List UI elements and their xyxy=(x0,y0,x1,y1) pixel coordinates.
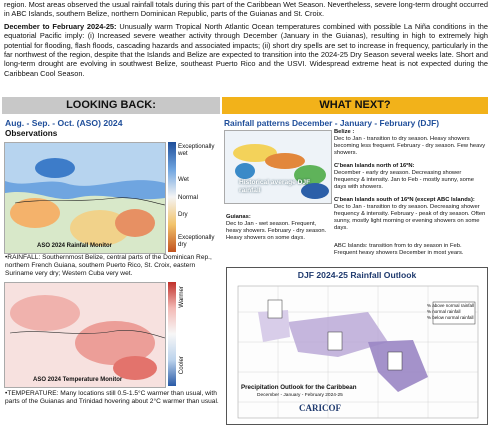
intro-text xyxy=(4,0,488,78)
outlook-period: December - January - February 2024-25 xyxy=(257,393,343,398)
north-islands-text: December - early dry season. Decreasing shower frequency & intensity. Jan to Feb - mostly sunny, some days with showers. xyxy=(334,169,474,190)
what-next-header: WHAT NEXT? xyxy=(222,97,488,114)
outlook-legend-normal: % normal rainfall xyxy=(427,309,461,314)
temperature-map-caption: ASO 2024 Temperature Monitor xyxy=(33,376,123,383)
outlook-legend xyxy=(427,303,474,321)
legend-exceptionally-wet: Exceptionally wet xyxy=(178,143,215,157)
legend-cooler: Cooler xyxy=(178,356,185,375)
temperature-map-graphic xyxy=(5,283,165,387)
legend-warmer: Warmer xyxy=(178,286,185,308)
rainfall-bullet: •RAINFALL: Southernmost Belize, central parts of the Dominican Rep., northern French Guiana, southern Puerto Rico, St. Croix, eastern Suriname very dry; Western Cuba very wet. xyxy=(5,254,212,277)
looking-back-panel xyxy=(2,116,220,423)
guianas-text: Dec to Jan - wet season. Frequent, heavy showers. February - dry season. Heavy showers on some days. xyxy=(226,220,327,241)
south-islands-heading: C'bean Islands south of 16ºN (except ABC Islands): xyxy=(334,197,475,203)
looking-back-header: LOOKING BACK: xyxy=(2,97,220,114)
guianas-block xyxy=(226,214,330,242)
legend-normal: Normal xyxy=(178,194,198,201)
intro-paragraph-1: region. Most areas observed the usual rainfall totals during this part of the Caribbean Wet Season. Nevertheless, severe long-term drought occurred in ABC Islands, southern Belize, northern Dominican Republic, parts of the Guianas and St. Croix. xyxy=(4,0,488,19)
legend-exceptionally-dry: Exceptionally dry xyxy=(178,234,215,248)
historical-rainfall-map xyxy=(224,130,332,204)
rainfall-outlook-box xyxy=(226,267,488,425)
intro-paragraph-2 xyxy=(4,22,488,78)
belize-block xyxy=(334,129,486,157)
abc-islands-text: ABC Islands: transition from to dry season in Feb. Frequent heavy showers December in most years. xyxy=(334,243,464,256)
period-title: Aug. - Sep. - Oct. (ASO) 2024 xyxy=(5,118,123,128)
djf-title: Rainfall patterns December - January - February (DJF) xyxy=(224,118,440,128)
observations-title: Observations xyxy=(5,129,58,138)
legend-wet: Wet xyxy=(178,176,189,183)
legend-dry: Dry xyxy=(178,211,188,218)
temperature-bullet: •TEMPERATURE: Many locations still 0.5-1.5°C warmer than usual, with parts of the Guianas and Trinidad hovering about 2°C warmer than usual. xyxy=(5,390,219,405)
south-islands-text: Dec to Jan - transition to dry season. Decreasing shower frequency & intensity. February - peak of dry season. Often sunny, mostly light morning or evening showers on some days. xyxy=(334,203,486,231)
rainfall-map-caption: ASO 2024 Rainfall Monitor xyxy=(37,242,113,249)
belize-heading: Belize : xyxy=(334,129,355,135)
belize-text: Dec to Jan - transition to dry season. Heavy showers becoming less frequent. February - dry season. Few heavy showers. xyxy=(334,135,486,156)
outlook-legend-above: % above normal rainfall xyxy=(427,303,475,308)
north-islands-heading: C'bean Islands north of 16ºN: xyxy=(334,163,415,169)
outlook-title: DJF 2024-25 Rainfall Outlook xyxy=(297,270,417,280)
guianas-heading: Guianas: xyxy=(226,214,251,220)
rainfall-legend-bar xyxy=(168,142,176,252)
what-next-panel xyxy=(222,116,488,423)
rainfall-monitor-map xyxy=(4,142,166,254)
temperature-legend-bar xyxy=(168,282,176,386)
rainfall-map-graphic xyxy=(5,143,165,253)
south-islands-block xyxy=(334,197,486,232)
historical-map-label: Historical average DJF rainfall xyxy=(239,179,311,194)
outlook-legend-below: % below normal rainfall xyxy=(427,315,474,320)
temperature-monitor-map xyxy=(4,282,166,388)
north-islands-block xyxy=(334,163,486,191)
outlook-subtitle: Precipitation Outlook for the Caribbean xyxy=(241,384,357,391)
intro-heading: December to February 2024-25: xyxy=(4,21,117,31)
caricof-logo: CARICOF xyxy=(299,403,341,413)
intro-body: Unusually warm Tropical North Atlantic Ocean temperatures combined with possible La Niña conditions in the equatorial Pacific imply: (i) Increased severe weather activity through December (January in the Guianas), resulting in high to extremely high potential for flooding, flash floods, cascading hazards and associated impacts; (ii) short dry spells are set to increase in frequency, particularly in the far northwest of the region, despite that the Islands and Belize are expected to transition into the 2024-25 Dry Season several weeks late. Short and long-term drought are evolving in southwest Belize, southeast Puerto Rico and the USVI. Widespread extreme heat is not expected during the Caribbean Cool Season. xyxy=(4,21,488,78)
